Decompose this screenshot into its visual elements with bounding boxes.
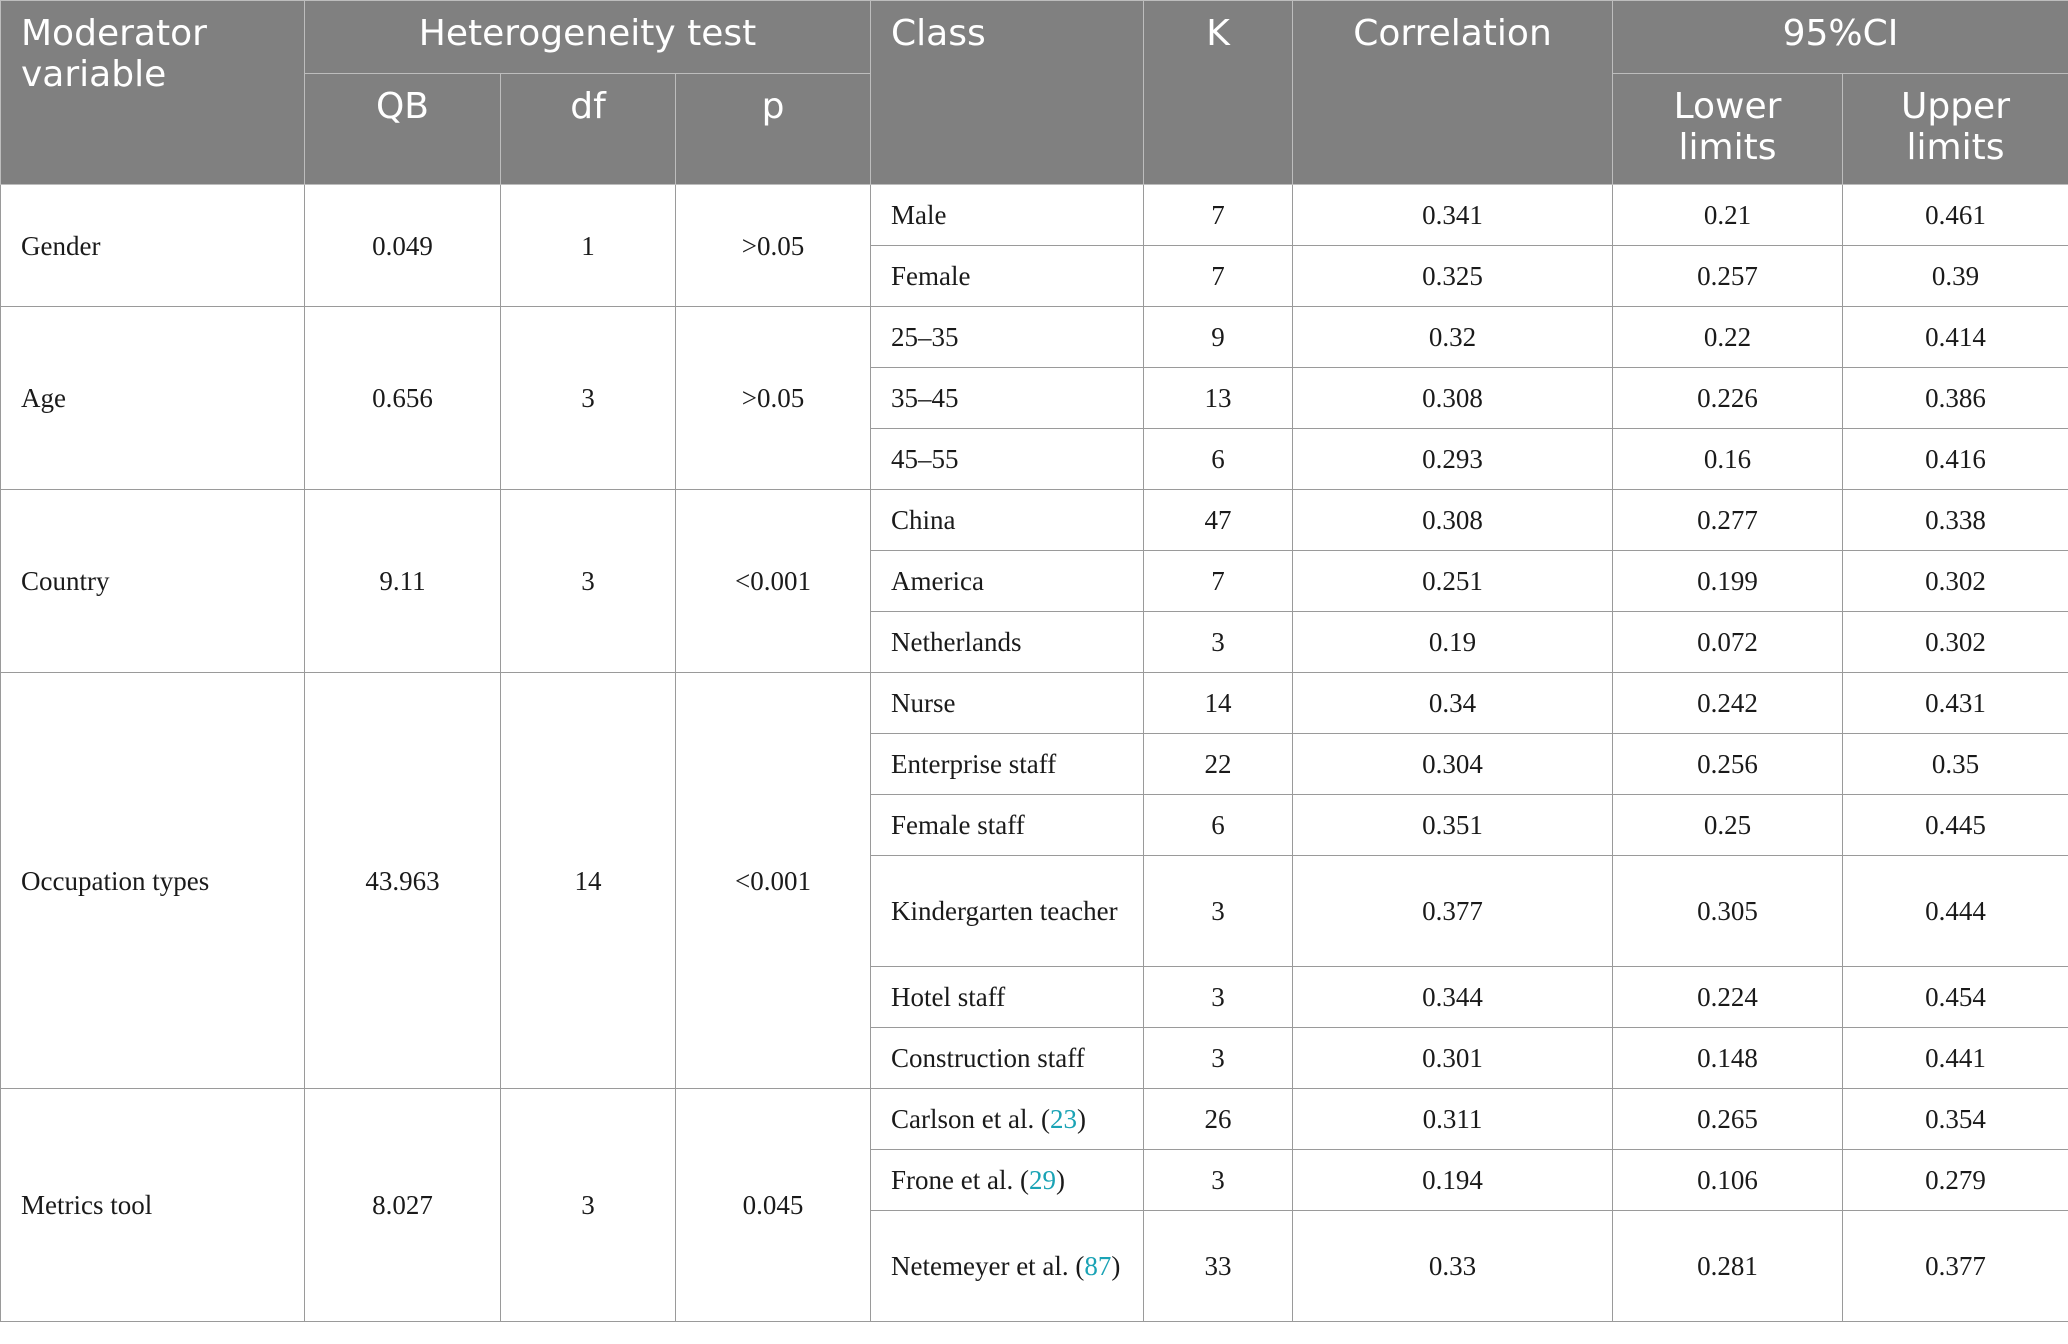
upper-limit-cell: 0.441 [1843,1028,2068,1089]
class-cell [871,795,1144,856]
correlation-cell: 0.304 [1293,734,1613,795]
lower-limit-cell: 0.21 [1613,185,1843,246]
lower-limit-cell: 0.305 [1613,856,1843,967]
correlation-cell: 0.33 [1293,1211,1613,1322]
class-cell [871,1089,1144,1150]
p-value-cell: 0.045 [676,1089,871,1322]
df-cell: 14 [501,673,676,1089]
header-heterogeneity-test: Heterogeneity test [305,1,871,74]
upper-limit-cell: 0.414 [1843,307,2068,368]
class-cell [871,551,1144,612]
class-label: 25–35 [891,322,959,352]
upper-limit-cell: 0.454 [1843,967,2068,1028]
lower-limit-cell: 0.257 [1613,246,1843,307]
correlation-cell: 0.251 [1293,551,1613,612]
class-label: Netherlands [891,627,1022,657]
df-cell: 1 [501,185,676,307]
moderator-variable-cell: Metrics tool [1,1089,305,1322]
p-value-cell: <0.001 [676,490,871,673]
k-cell: 6 [1144,795,1293,856]
k-cell: 7 [1144,551,1293,612]
class-cell [871,1150,1144,1211]
lower-limit-cell: 0.226 [1613,368,1843,429]
df-cell: 3 [501,307,676,490]
header-df: df [501,74,676,185]
correlation-cell: 0.351 [1293,795,1613,856]
table-body [1,185,2068,1322]
p-value-cell: <0.001 [676,673,871,1089]
k-cell: 47 [1144,490,1293,551]
class-cell [871,490,1144,551]
class-label: 45–55 [891,444,959,474]
k-cell: 9 [1144,307,1293,368]
class-label: China [891,505,956,535]
class-cell [871,856,1144,967]
header-lower-limits: Lower limits [1613,74,1843,185]
reference-close-paren: ) [1111,1251,1121,1281]
class-label: America [891,566,984,596]
upper-limit-cell: 0.444 [1843,856,2068,967]
lower-limit-cell: 0.256 [1613,734,1843,795]
k-cell: 3 [1144,967,1293,1028]
lower-limit-cell: 0.265 [1613,1089,1843,1150]
k-cell: 6 [1144,429,1293,490]
correlation-cell: 0.32 [1293,307,1613,368]
header-class: Class [871,1,1144,185]
correlation-cell: 0.325 [1293,246,1613,307]
class-label: Female staff [891,810,1025,840]
correlation-cell: 0.34 [1293,673,1613,734]
table-row [1,307,2068,368]
correlation-cell: 0.377 [1293,856,1613,967]
k-cell: 22 [1144,734,1293,795]
upper-limit-cell: 0.39 [1843,246,2068,307]
moderator-variable-cell: Age [1,307,305,490]
class-label: Nurse [891,688,956,718]
upper-limit-cell: 0.386 [1843,368,2068,429]
correlation-cell: 0.301 [1293,1028,1613,1089]
header-correlation: Correlation [1293,1,1613,185]
upper-limit-cell: 0.445 [1843,795,2068,856]
lower-limit-cell: 0.281 [1613,1211,1843,1322]
table-row [1,490,2068,551]
df-cell: 3 [501,490,676,673]
moderator-variable-cell: Occupation types [1,673,305,1089]
table-header [1,1,2068,185]
class-cell [871,734,1144,795]
k-cell: 3 [1144,856,1293,967]
df-cell: 3 [501,1089,676,1322]
correlation-cell: 0.308 [1293,368,1613,429]
class-label: Frone et al. ( [891,1165,1029,1195]
lower-limit-cell: 0.072 [1613,612,1843,673]
upper-limit-cell: 0.354 [1843,1089,2068,1150]
table-row [1,1089,2068,1150]
k-cell: 7 [1144,185,1293,246]
k-cell: 26 [1144,1089,1293,1150]
upper-limit-cell: 0.377 [1843,1211,2068,1322]
upper-limit-cell: 0.461 [1843,185,2068,246]
qb-cell: 43.963 [305,673,501,1089]
correlation-cell: 0.308 [1293,490,1613,551]
lower-limit-cell: 0.148 [1613,1028,1843,1089]
class-cell [871,1028,1144,1089]
class-cell [871,673,1144,734]
class-cell [871,368,1144,429]
header-k: K [1144,1,1293,185]
k-cell: 7 [1144,246,1293,307]
k-cell: 33 [1144,1211,1293,1322]
moderator-variable-cell: Country [1,490,305,673]
header-moderator-variable: Moderator variable [1,1,305,185]
reference-link[interactable]: 87 [1084,1251,1112,1281]
class-label: Construction staff [891,1043,1085,1073]
correlation-cell: 0.344 [1293,967,1613,1028]
qb-cell: 0.656 [305,307,501,490]
class-label: Kindergarten teacher [891,896,1118,926]
lower-limit-cell: 0.16 [1613,429,1843,490]
correlation-cell: 0.293 [1293,429,1613,490]
k-cell: 3 [1144,1028,1293,1089]
reference-close-paren: ) [1076,1104,1086,1134]
table-row [1,185,2068,246]
correlation-cell: 0.341 [1293,185,1613,246]
header-qb: QB [305,74,501,185]
qb-cell: 9.11 [305,490,501,673]
p-value-cell: >0.05 [676,185,871,307]
lower-limit-cell: 0.242 [1613,673,1843,734]
qb-cell: 8.027 [305,1089,501,1322]
upper-limit-cell: 0.338 [1843,490,2068,551]
p-value-cell: >0.05 [676,307,871,490]
k-cell: 13 [1144,368,1293,429]
class-cell [871,246,1144,307]
k-cell: 3 [1144,612,1293,673]
class-label: Netemeyer et al. ( [891,1251,1085,1281]
class-cell [871,1211,1144,1322]
class-cell [871,307,1144,368]
class-label: Male [891,200,947,230]
class-cell [871,429,1144,490]
header-ci: 95%CI [1613,1,2068,74]
table-row [1,673,2068,734]
qb-cell: 0.049 [305,185,501,307]
lower-limit-cell: 0.224 [1613,967,1843,1028]
class-label: Female [891,261,971,291]
class-cell [871,967,1144,1028]
upper-limit-cell: 0.416 [1843,429,2068,490]
lower-limit-cell: 0.199 [1613,551,1843,612]
header-row-1 [1,1,2068,74]
upper-limit-cell: 0.431 [1843,673,2068,734]
upper-limit-cell: 0.302 [1843,612,2068,673]
upper-limit-cell: 0.302 [1843,551,2068,612]
upper-limit-cell: 0.279 [1843,1150,2068,1211]
k-cell: 3 [1144,1150,1293,1211]
k-cell: 14 [1144,673,1293,734]
class-label: 35–45 [891,383,959,413]
class-label: Enterprise staff [891,749,1057,779]
class-label: Carlson et al. ( [891,1104,1050,1134]
moderator-variable-cell: Gender [1,185,305,307]
reference-close-paren: ) [1055,1165,1065,1195]
correlation-cell: 0.194 [1293,1150,1613,1211]
lower-limit-cell: 0.25 [1613,795,1843,856]
correlation-cell: 0.19 [1293,612,1613,673]
correlation-cell: 0.311 [1293,1089,1613,1150]
class-label: Hotel staff [891,982,1006,1012]
lower-limit-cell: 0.22 [1613,307,1843,368]
lower-limit-cell: 0.106 [1613,1150,1843,1211]
class-cell [871,185,1144,246]
reference-link[interactable]: 23 [1049,1104,1077,1134]
lower-limit-cell: 0.277 [1613,490,1843,551]
header-upper-limits: Upper limits [1843,74,2068,185]
class-cell [871,612,1144,673]
upper-limit-cell: 0.35 [1843,734,2068,795]
reference-link[interactable]: 29 [1028,1165,1056,1195]
header-p: p [676,74,871,185]
